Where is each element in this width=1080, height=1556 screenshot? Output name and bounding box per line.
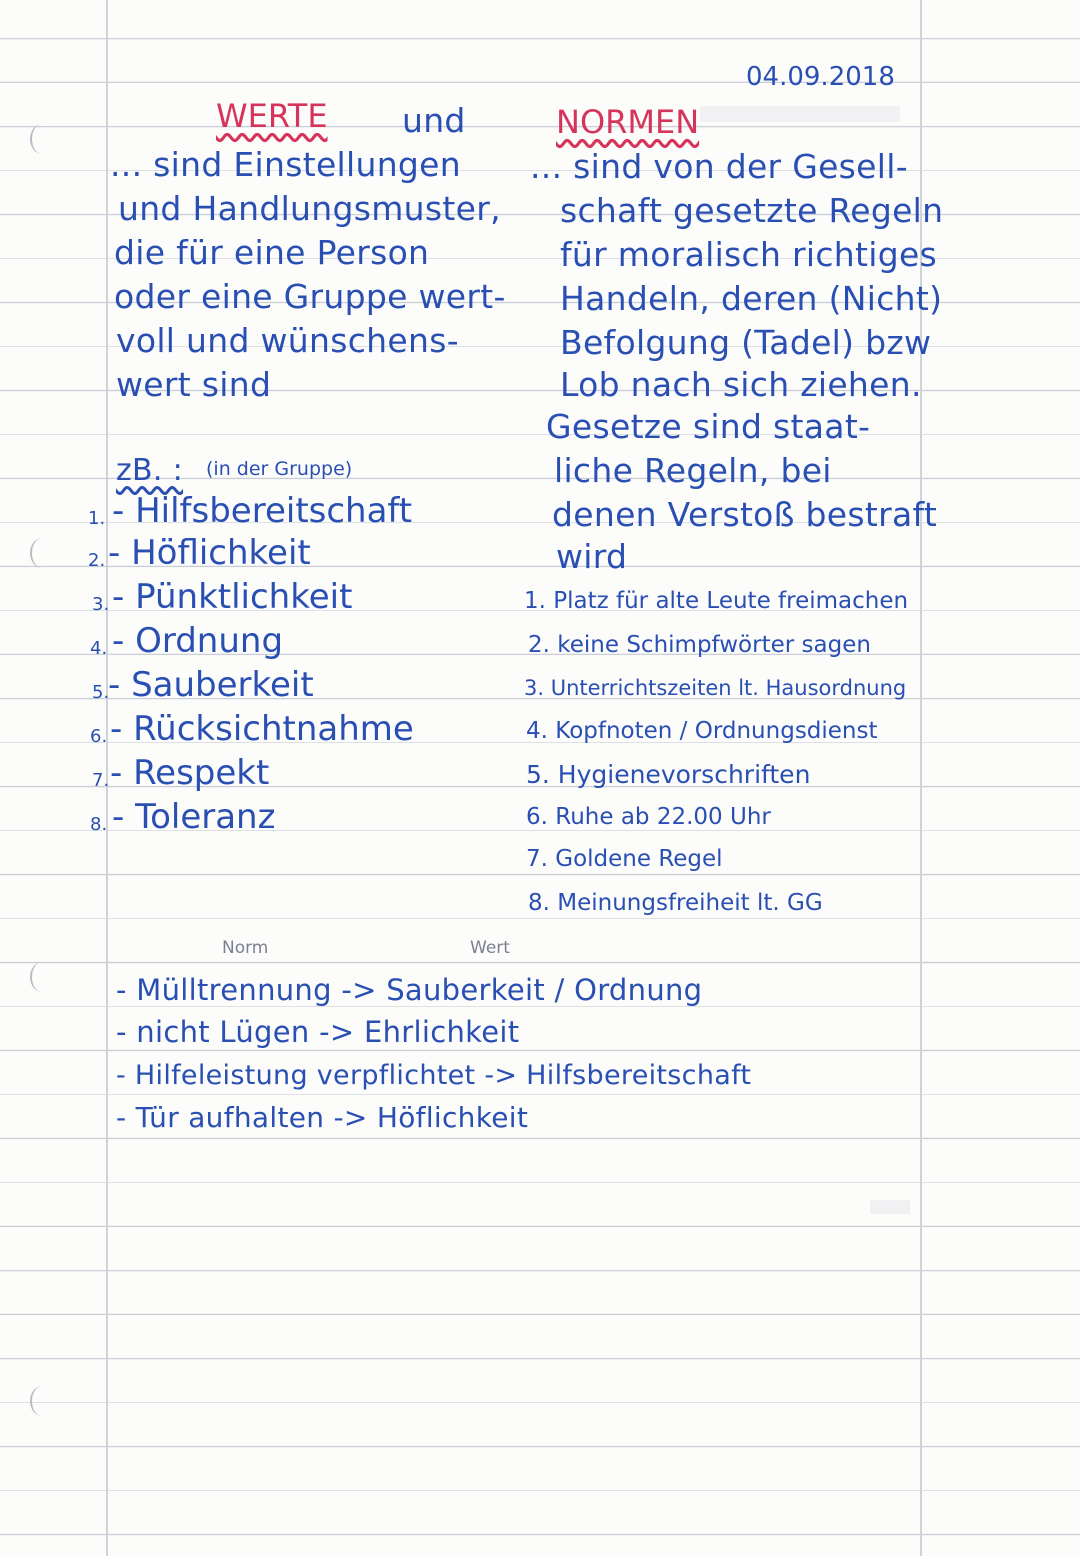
werte-example-item: - Rücksichtnahme (110, 709, 414, 749)
mapping-line: - nicht Lügen -> Ehrlichkeit (116, 1015, 520, 1049)
werte-example-item: - Höflichkeit (108, 533, 311, 573)
list-number: 4. (90, 638, 108, 659)
normen-definition-line: Befolgung (Tadel) bzw (560, 323, 932, 362)
werte-example-item: - Ordnung (112, 621, 284, 661)
heading-normen: NORMEN (556, 103, 700, 141)
werte-example-item: - Toleranz (112, 797, 276, 837)
werte-example-item: - Respekt (110, 753, 270, 793)
normen-definition-line: ... sind von der Gesell- (530, 147, 908, 186)
werte-example-item: - Sauberkeit (108, 665, 314, 705)
werte-definition-line: oder eine Gruppe wert- (114, 277, 506, 316)
normen-definition-line: liche Regeln, bei (554, 451, 832, 490)
normen-definition-line: Gesetze sind staat- (546, 407, 871, 446)
normen-example-item: 6. Ruhe ab 22.00 Uhr (526, 804, 771, 830)
normen-example-item: 2. keine Schimpfwörter sagen (528, 632, 871, 658)
normen-definition-line: Lob nach sich ziehen. (560, 365, 922, 404)
werte-definition-line: die für eine Person (114, 233, 430, 272)
punch-hole (30, 1386, 54, 1416)
list-number: 5. (92, 682, 110, 703)
show-through-mark (870, 1200, 910, 1214)
date: 04.09.2018 (746, 62, 895, 92)
werte-definition-line: und Handlungsmuster, (118, 189, 501, 228)
normen-example-item: 1. Platz für alte Leute freimachen (524, 588, 909, 614)
punch-hole (30, 538, 54, 568)
punch-hole (30, 962, 54, 992)
column-label-norm: Norm (222, 938, 269, 958)
normen-example-item: 4. Kopfnoten / Ordnungsdienst (526, 718, 878, 744)
mapping-line: - Hilfeleistung verpflichtet -> Hilfsbereitschaft (116, 1060, 752, 1091)
werte-definition-line: voll und wünschens- (116, 321, 459, 360)
werte-example-item: - Pünktlichkeit (112, 577, 353, 617)
heading-werte: WERTE (216, 97, 328, 135)
normen-definition-line: schaft gesetzte Regeln (560, 191, 944, 230)
list-number: 7. (92, 770, 110, 791)
normen-definition-line: für moralisch richtiges (560, 235, 938, 274)
werte-definition-line: ... sind Einstellungen (110, 145, 461, 184)
normen-definition-line: denen Verstoß bestraft (552, 495, 938, 534)
normen-example-item: 7. Goldene Regel (526, 846, 723, 872)
list-number: 1. (88, 508, 106, 529)
punch-hole (30, 124, 54, 154)
list-number: 3. (92, 594, 110, 615)
werte-example-item: - Hilfsbereitschaft (112, 491, 413, 531)
list-number: 8. (90, 814, 108, 835)
normen-example-item: 3. Unterrichtszeiten lt. Hausordnung (524, 676, 907, 700)
column-label-wert: Wert (470, 938, 510, 958)
normen-definition-line: wird (556, 537, 628, 576)
list-number: 2. (88, 550, 106, 571)
list-number: 6. (90, 726, 108, 747)
show-through-mark (700, 106, 900, 122)
normen-example-item: 5. Hygienevorschriften (526, 760, 811, 789)
right-margin-line (920, 0, 922, 1556)
heading-und: und (402, 101, 466, 140)
mapping-line: - Mülltrennung -> Sauberkeit / Ordnung (116, 973, 703, 1007)
normen-example-item: 8. Meinungsfreiheit lt. GG (528, 890, 823, 916)
example-label: zB. : (116, 453, 184, 488)
normen-definition-line: Handeln, deren (Nicht) (560, 279, 943, 318)
werte-definition-line: wert sind (116, 365, 272, 404)
example-note: (in der Gruppe) (206, 458, 353, 480)
mapping-line: - Tür aufhalten -> Höflichkeit (116, 1101, 529, 1134)
